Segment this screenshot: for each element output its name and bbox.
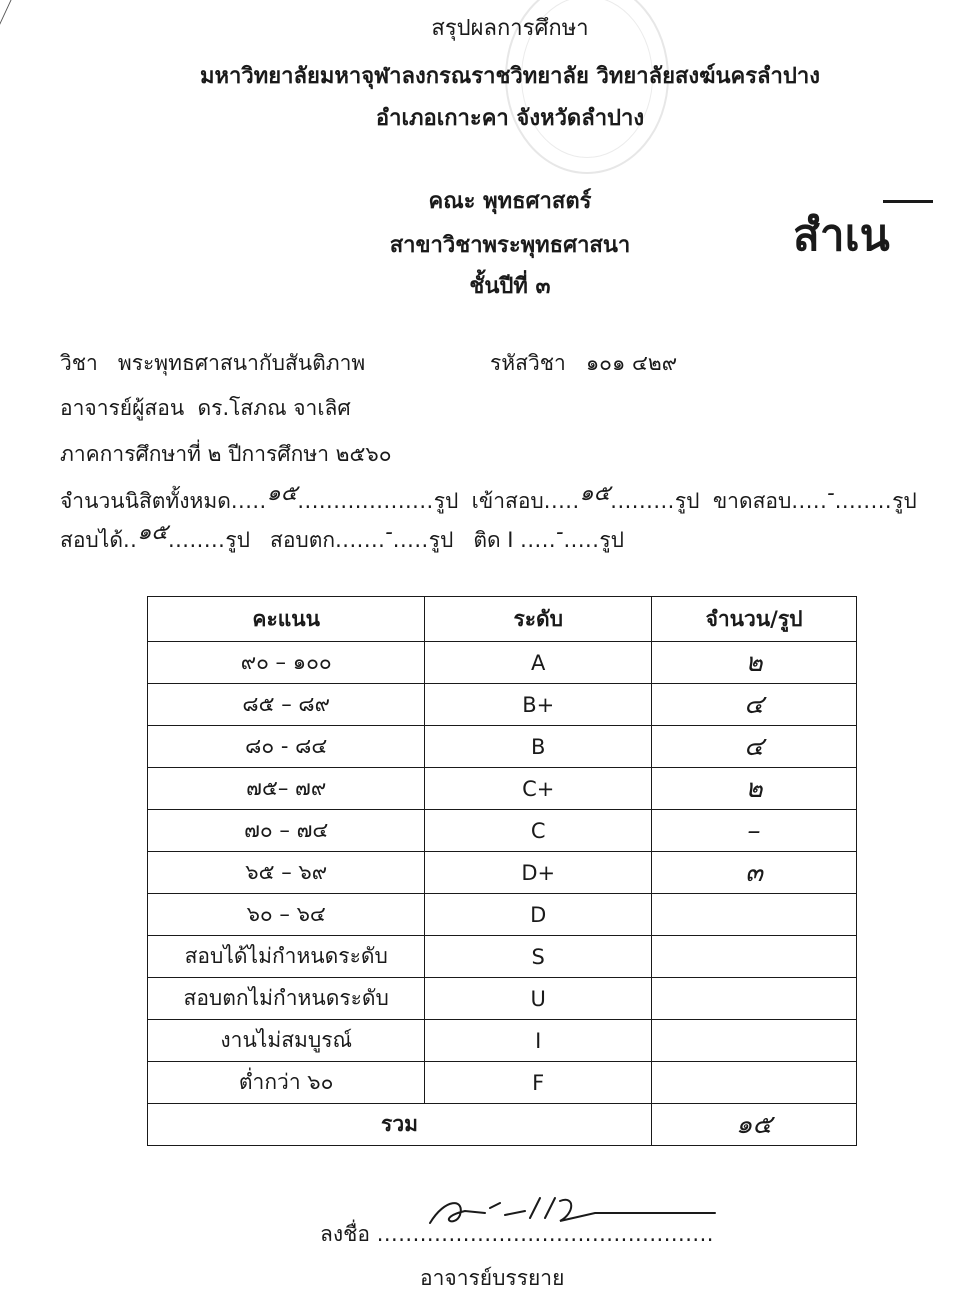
unit-label: รูป xyxy=(674,489,700,513)
count-cell: ๒ xyxy=(652,768,857,810)
score-cell: ๗๕– ๗๙ xyxy=(148,768,425,810)
grade-cell: D xyxy=(425,894,652,936)
lecturer-role: อาจารย์บรรยาย xyxy=(420,1266,565,1290)
score-cell: สอบได้ไม่กำหนดระดับ xyxy=(148,936,425,978)
signature-line xyxy=(320,1218,714,1251)
attended-value: ๑๕ xyxy=(579,481,611,506)
unit-label: รูป xyxy=(599,528,624,552)
unit-label: รูป xyxy=(428,528,454,552)
count-cell xyxy=(652,894,857,936)
major-name: สาขาวิชาพระพุทธศาสนา xyxy=(389,233,631,258)
count-cell: ๔ xyxy=(652,726,857,768)
instructor-label: อาจารย์ผู้สอน xyxy=(60,396,185,420)
score-cell: ๘๐ - ๘๔ xyxy=(148,726,425,768)
grade-cell: C xyxy=(425,810,652,852)
corner-pen-mark xyxy=(0,0,26,28)
count-cell xyxy=(652,1062,857,1104)
absent-value: - xyxy=(827,481,835,506)
district-name: อำเภอเกาะคา จังหวัดลำปาง xyxy=(375,106,645,131)
score-cell: งานไม่สมบูรณ์ xyxy=(148,1020,425,1062)
table-total-row xyxy=(148,1104,857,1146)
score-cell: ต่ำกว่า ๖๐ xyxy=(148,1062,425,1104)
header-count: จำนวน/รูป xyxy=(652,597,857,642)
course-subject-line xyxy=(60,347,678,380)
unit-label: รูป xyxy=(892,489,917,513)
failed-label: สอบตก xyxy=(270,528,336,552)
incomplete-value: - xyxy=(556,520,564,545)
score-cell: ๙๐ – ๑๐๐ xyxy=(148,642,425,684)
grade-cell: D+ xyxy=(425,852,652,894)
table-row xyxy=(148,684,857,726)
count-cell xyxy=(652,936,857,978)
signature-label: ลงชื่อ xyxy=(320,1222,370,1246)
subject-label: วิชา xyxy=(60,351,98,375)
term-line: ภาคการศึกษาที่ ๒ ปีการศึกษา ๒๕๖๐ xyxy=(60,442,392,466)
count-cell xyxy=(652,1020,857,1062)
table-row xyxy=(148,726,857,768)
grade-cell: B xyxy=(425,726,652,768)
copy-stamp: สำเน xyxy=(793,200,890,270)
count-cell: ๔ xyxy=(652,684,857,726)
grade-cell: U xyxy=(425,978,652,1020)
total-students-label: จำนวนนิสิตทั้งหมด xyxy=(60,489,231,513)
instructor-line xyxy=(60,392,351,425)
document-title: สรุปผลการศึกษา xyxy=(431,16,589,41)
header-grade: ระดับ xyxy=(425,597,652,642)
count-cell: ๓ xyxy=(652,852,857,894)
result-count-line: สอบได้..๑๕........รูป สอบตก.......-.....รูป ติด I .....-.....รูป xyxy=(60,520,624,552)
score-cell: ๗๐ – ๗๔ xyxy=(148,810,425,852)
table-row xyxy=(148,852,857,894)
subject-name: พระพุทธศาสนากับสันติภาพ xyxy=(117,351,366,375)
failed-value: - xyxy=(385,520,393,545)
course-code: ๑๐๑ ๔๒๙ xyxy=(585,351,678,375)
university-name: มหาวิทยาลัยมหาจุฬาลงกรณราชวิทยาลัย วิทยาลัยสงฆ์นครลำปาง xyxy=(200,64,820,89)
table-row xyxy=(148,768,857,810)
grade-cell: S xyxy=(425,936,652,978)
table-row xyxy=(148,642,857,684)
passed-value: ๑๕ xyxy=(137,520,168,545)
total-count: ๑๕ xyxy=(652,1104,857,1146)
table-row xyxy=(148,978,857,1020)
count-cell: – xyxy=(652,810,857,852)
grade-cell: B+ xyxy=(425,684,652,726)
table-row xyxy=(148,1062,857,1104)
count-cell xyxy=(652,978,857,1020)
grade-cell: F xyxy=(425,1062,652,1104)
attended-label: เข้าสอบ xyxy=(471,489,544,513)
faculty-name: คณะ พุทธศาสตร์ xyxy=(428,189,592,214)
grade-distribution-table xyxy=(147,596,857,1146)
table-row xyxy=(148,810,857,852)
year-level: ชั้นปีที่ ๓ xyxy=(469,274,551,299)
instructor-name: ดร.โสภณ จาเลิศ xyxy=(197,396,351,420)
table-row xyxy=(148,1020,857,1062)
count-cell: ๒ xyxy=(652,642,857,684)
student-count-line: จำนวนนิสิตทั้งหมด.....๑๕...................รูป เข้าสอบ.....๑๕.........รูป ขาดสอบ.....-........รูป xyxy=(60,481,917,513)
grade-cell: C+ xyxy=(425,768,652,810)
table-row xyxy=(148,894,857,936)
score-cell: ๘๕ – ๘๙ xyxy=(148,684,425,726)
grade-cell: A xyxy=(425,642,652,684)
course-code-label: รหัสวิชา xyxy=(490,351,566,375)
total-label: รวม xyxy=(148,1104,652,1146)
table-row xyxy=(148,936,857,978)
header-score: คะแนน xyxy=(148,597,425,642)
absent-label: ขาดสอบ xyxy=(712,489,792,513)
total-students-value: ๑๕ xyxy=(266,481,298,506)
passed-label: สอบได้ xyxy=(60,528,123,552)
incomplete-label: ติด I xyxy=(473,528,514,552)
grade-cell: I xyxy=(425,1020,652,1062)
score-cell: สอบตกไม่กำหนดระดับ xyxy=(148,978,425,1020)
score-cell: ๖๐ – ๖๔ xyxy=(148,894,425,936)
table-header-row xyxy=(148,597,857,642)
signature-dots: ............................................... xyxy=(376,1222,714,1246)
unit-label: รูป xyxy=(433,489,459,513)
score-cell: ๖๕ – ๖๙ xyxy=(148,852,425,894)
unit-label: รูป xyxy=(225,528,250,552)
